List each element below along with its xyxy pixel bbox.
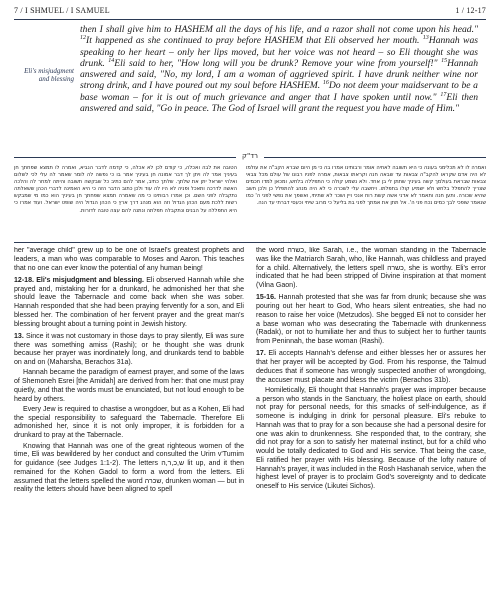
- verse-16: Do not deem your maidservant to be a base woman – for it is out of much grievance and anger that I have spoken until now.": [80, 80, 478, 103]
- commentary-paragraph: [256, 247, 486, 291]
- verse-number: 16: [322, 80, 329, 87]
- commentary-text: Eli observed Hannah while she prayed and, mistaking her for a drunkard, he admonished her that she should leave the Tabernacle and come back when she was sober. Hannah responded that she had been praying fervently for a son, and Eli blessed her. The combination of her fervent prayer and the great man's blessing brought about a turning point in Jewish history.: [14, 276, 244, 328]
- verse-14: Eli said to her, "How long will you be drunk? Remove your wine from yourself!": [114, 57, 438, 69]
- commentary-paragraph: [14, 406, 244, 441]
- commentary-text: her "average child" grew up to be one of Israel's greatest prophets and leaders, a man who was comparable to Moses and Aaron. This teaches that no one can ever know the potential of any human being!: [14, 247, 244, 272]
- header-chapter-verse: 1 / 12-17: [455, 6, 486, 15]
- commentary-paragraph: [14, 443, 244, 496]
- verse-15: Hannah answered and said, "No, my lord, I am a woman of aggrieved spirit. I have drunk neither wine nor strong drink, and I have poured out my soul before HASHEM.: [80, 57, 478, 92]
- commentary-text: Hannah became the paradigm of earnest prayer, and some of the laws of Shemoneh Esrei [the Amidah] are derived from her: that one must pray quietly, and that the words must be enunciated, but not loud enough to be heard by others.: [14, 369, 244, 403]
- commentary-text: Every Jew is required to chastise a wrongdoer, but as a Kohen, Eli had the special responsibility to safeguard the Tabernacle. Therefore Eli admonished her, since it is not only improper, it is forbidden for a drunkard to pray at the Tabernacle.: [14, 405, 244, 440]
- commentary-paragraph: [14, 247, 244, 273]
- verse-12: It happened as she continued to pray before HASHEM that Eli observed her mouth.: [86, 35, 420, 47]
- header-divider: [14, 19, 486, 20]
- commentary-paragraph: [14, 277, 244, 330]
- commentary-paragraph: [256, 350, 486, 385]
- commentary-text: Since it was not customary in those days to pray silently, Eli was sure there was something amiss (Rashi); or he thought she was drunk because her prayer was inordinately long, and drunkards tend to babble on and on (Maharsha, Berachos 31a).: [14, 332, 244, 366]
- translation-text: [80, 24, 478, 114]
- commentary-paragraph: [256, 387, 486, 492]
- verse-number: 14: [108, 57, 115, 64]
- commentary-heading: 17.: [256, 350, 266, 358]
- verse-13: Hannah was speaking to her heart – only her lips moved, but her voice was not heard – so Eli thought she was drunk.: [80, 35, 478, 69]
- commentary-divider: [14, 242, 486, 243]
- running-header: [14, 6, 486, 20]
- commentary-text: Homiletically, Eli thought that Hannah's prayer was improper because a person who stands in the Sanctuary, the holiest place on earth, should not pray for personal needs, for this smacks of self-indulgence, as if someone is indulging in drink for personal pleasure. Eli's rebuke to Hannah was that to pray for a son because she had a personal desire for one was akin to drunkenness. She responded that, to the contrary, she did not pray for a son to satisfy her maternal instinct, but for a child who would be totally dedicated to God and His service. That being the case, Eli ratified her prayer with His blessing. Because of the lofty nature of Hannah's prayer, it was included in the Rosh Hashanah service, when the highest level of prayer is to proclaim God's sovereignty and to dedicate oneself to His service (Likutei Sichos).: [256, 386, 486, 491]
- commentary-heading: 12-18. Eli's misjudgment and blessing.: [14, 276, 144, 284]
- commentary-heading: 15-16.: [256, 294, 276, 302]
- verse-11-end: then I shall give him to HASHEM all the days of his life, and a razor shall not come upon his head.": [80, 24, 478, 35]
- commentary-column-right: [256, 247, 486, 587]
- verse-17: Eli then answered and said, "Go in peace. The God of Israel will grant the request you have made of Him.": [80, 91, 478, 115]
- commentary-text: Knowing that Hannah was one of the great righteous women of the time, Eli was bewildered by her conduct and consulted the Urim v'Tumim for guidance (see Judges 1:1-2). The letters ש,כ,ר,ה lit up, and it then remained for the Kohen Gadol to form a word from the letters. Eli assumed that the letters spelled the word שכרה, drunken woman — but in reality the letters should have been aligned to spell: [14, 442, 244, 494]
- header-book-title: 7 / I SHMUEL / I SAMUEL: [14, 6, 110, 15]
- commentary-text: Eli accepts Hannah's defense and either blesses her or assures her that her prayer will be accepted by God. From his response, the Talmud deduces that if someone has wrongly suspected another of wrongdoing, the accuser must placate and bless the victim (Berachos 31b).: [256, 350, 486, 384]
- side-note: Eli's misjudgment and blessing: [24, 67, 74, 84]
- verse-number: 17: [440, 91, 447, 98]
- commentary-heading: 13.: [14, 332, 24, 340]
- commentary-column-left: [14, 247, 244, 587]
- commentary-paragraph: [14, 333, 244, 368]
- radak-column-left: הטובה את לבה ואכלה, כי קודם לכן לא אכלה, כי קדמה לדבר הנביא, ואמרה לו תמצא שפחתך חן בעיניך אמר לה ויתן לך דבר אמונה חן בעיניך אמר בו כי נפשה לה לומר שאמר לה עלי לכי לשלום ואלהי ישראל יתן את שלתך. שלתך כתיב, אמר להם כתיב כל שבקשה תשובה והיתה למחר לה והלכה האשה לדרכה ותאכל ופניה לא היו לה עוד ולכן כתוב הדבר הזה כי היא האמינה לדברי הכהן ששאלתה נתקבלה לפני השם. וכן אמרו רבותינו כי מה שאמרה תמצא שפחתך חן בעיניך הוא כמו מי שמבקש רשות ללכת מעם הכהן הגדול וזה הוא מנהג דרך ארץ כי הכהן הגדול היה שופט ישראל. ועוד אמרו כי היא התפללה על הבנים ונתקבלה תפלתה ונתנה להם עצה טובה לדורות.: [14, 165, 237, 214]
- verse-number: 12: [80, 35, 86, 42]
- radak-title: רד"ק: [236, 152, 264, 160]
- radak-heading: [0, 152, 500, 160]
- commentary-text: the word כשרה, like Sarah, i.e., the woman standing in the Tabernacle was like the Matriarch Sarah, who, like Hannah, was childless and prayed for a child. Alternatively, the letters spell כשרה, she is worthy. Eli's error indicated that he had been stripped of Divine inspiration at that moment (Vilna Gaon).: [256, 247, 486, 289]
- commentary-text: Hannah protested that she was far from drunk; because she was pouring out her heart to God, Who hears silent entreaties, she had no reason to raise her voice (Metzudos). She begged Eli not to consider her a base woman who was desecrating the Tabernacle with drunkenness (Radak), or not to humiliate her and thus to subject her to further taunts from Peninnah, the base woman (Rashi).: [256, 294, 486, 345]
- commentary-paragraph: [256, 294, 486, 347]
- verse-number: 13: [422, 35, 429, 42]
- commentary-paragraph: [14, 369, 244, 404]
- verse-number: 15: [441, 57, 448, 64]
- radak-column-right: ואמרה לו לא תכלימני בעונה כי היא תשובה לאחיה אומר ורבותינו אמרו בה כי מן היום שברא הקב"ה את עולמו לא היה אדם שקראו להקב"ה צבאות עד שבאה חנה וקראתו צבאות, אמרה לפניו רבונו של עולם מכל צבאי צבאות שבראת בעולמך קשה בעיניך שתתן לי בן אחד. ולא נשמע קולה כי התפללה בלחש, ומכאן למדו חכמים שצריך להתפלל בלחש ולא ישמיע קולו בתפלתו. ויחשבה עלי לשכרה כי לא היה מנהג להתפלל כן ולכן חשב שהיא שכורה. ותען חנה ותאמר לא אדני אשה קשת רוח אנכי ויין ושכר לא שתיתי, ואשפך את נפשי לפני ה' כמו שנאמר שופכי לבך כמים נכח פני ה'. אל תתן את אמתך לפני בת בליעל כי מרוב שיחי וכעסי דברתי עד הנה.: [246, 165, 486, 207]
